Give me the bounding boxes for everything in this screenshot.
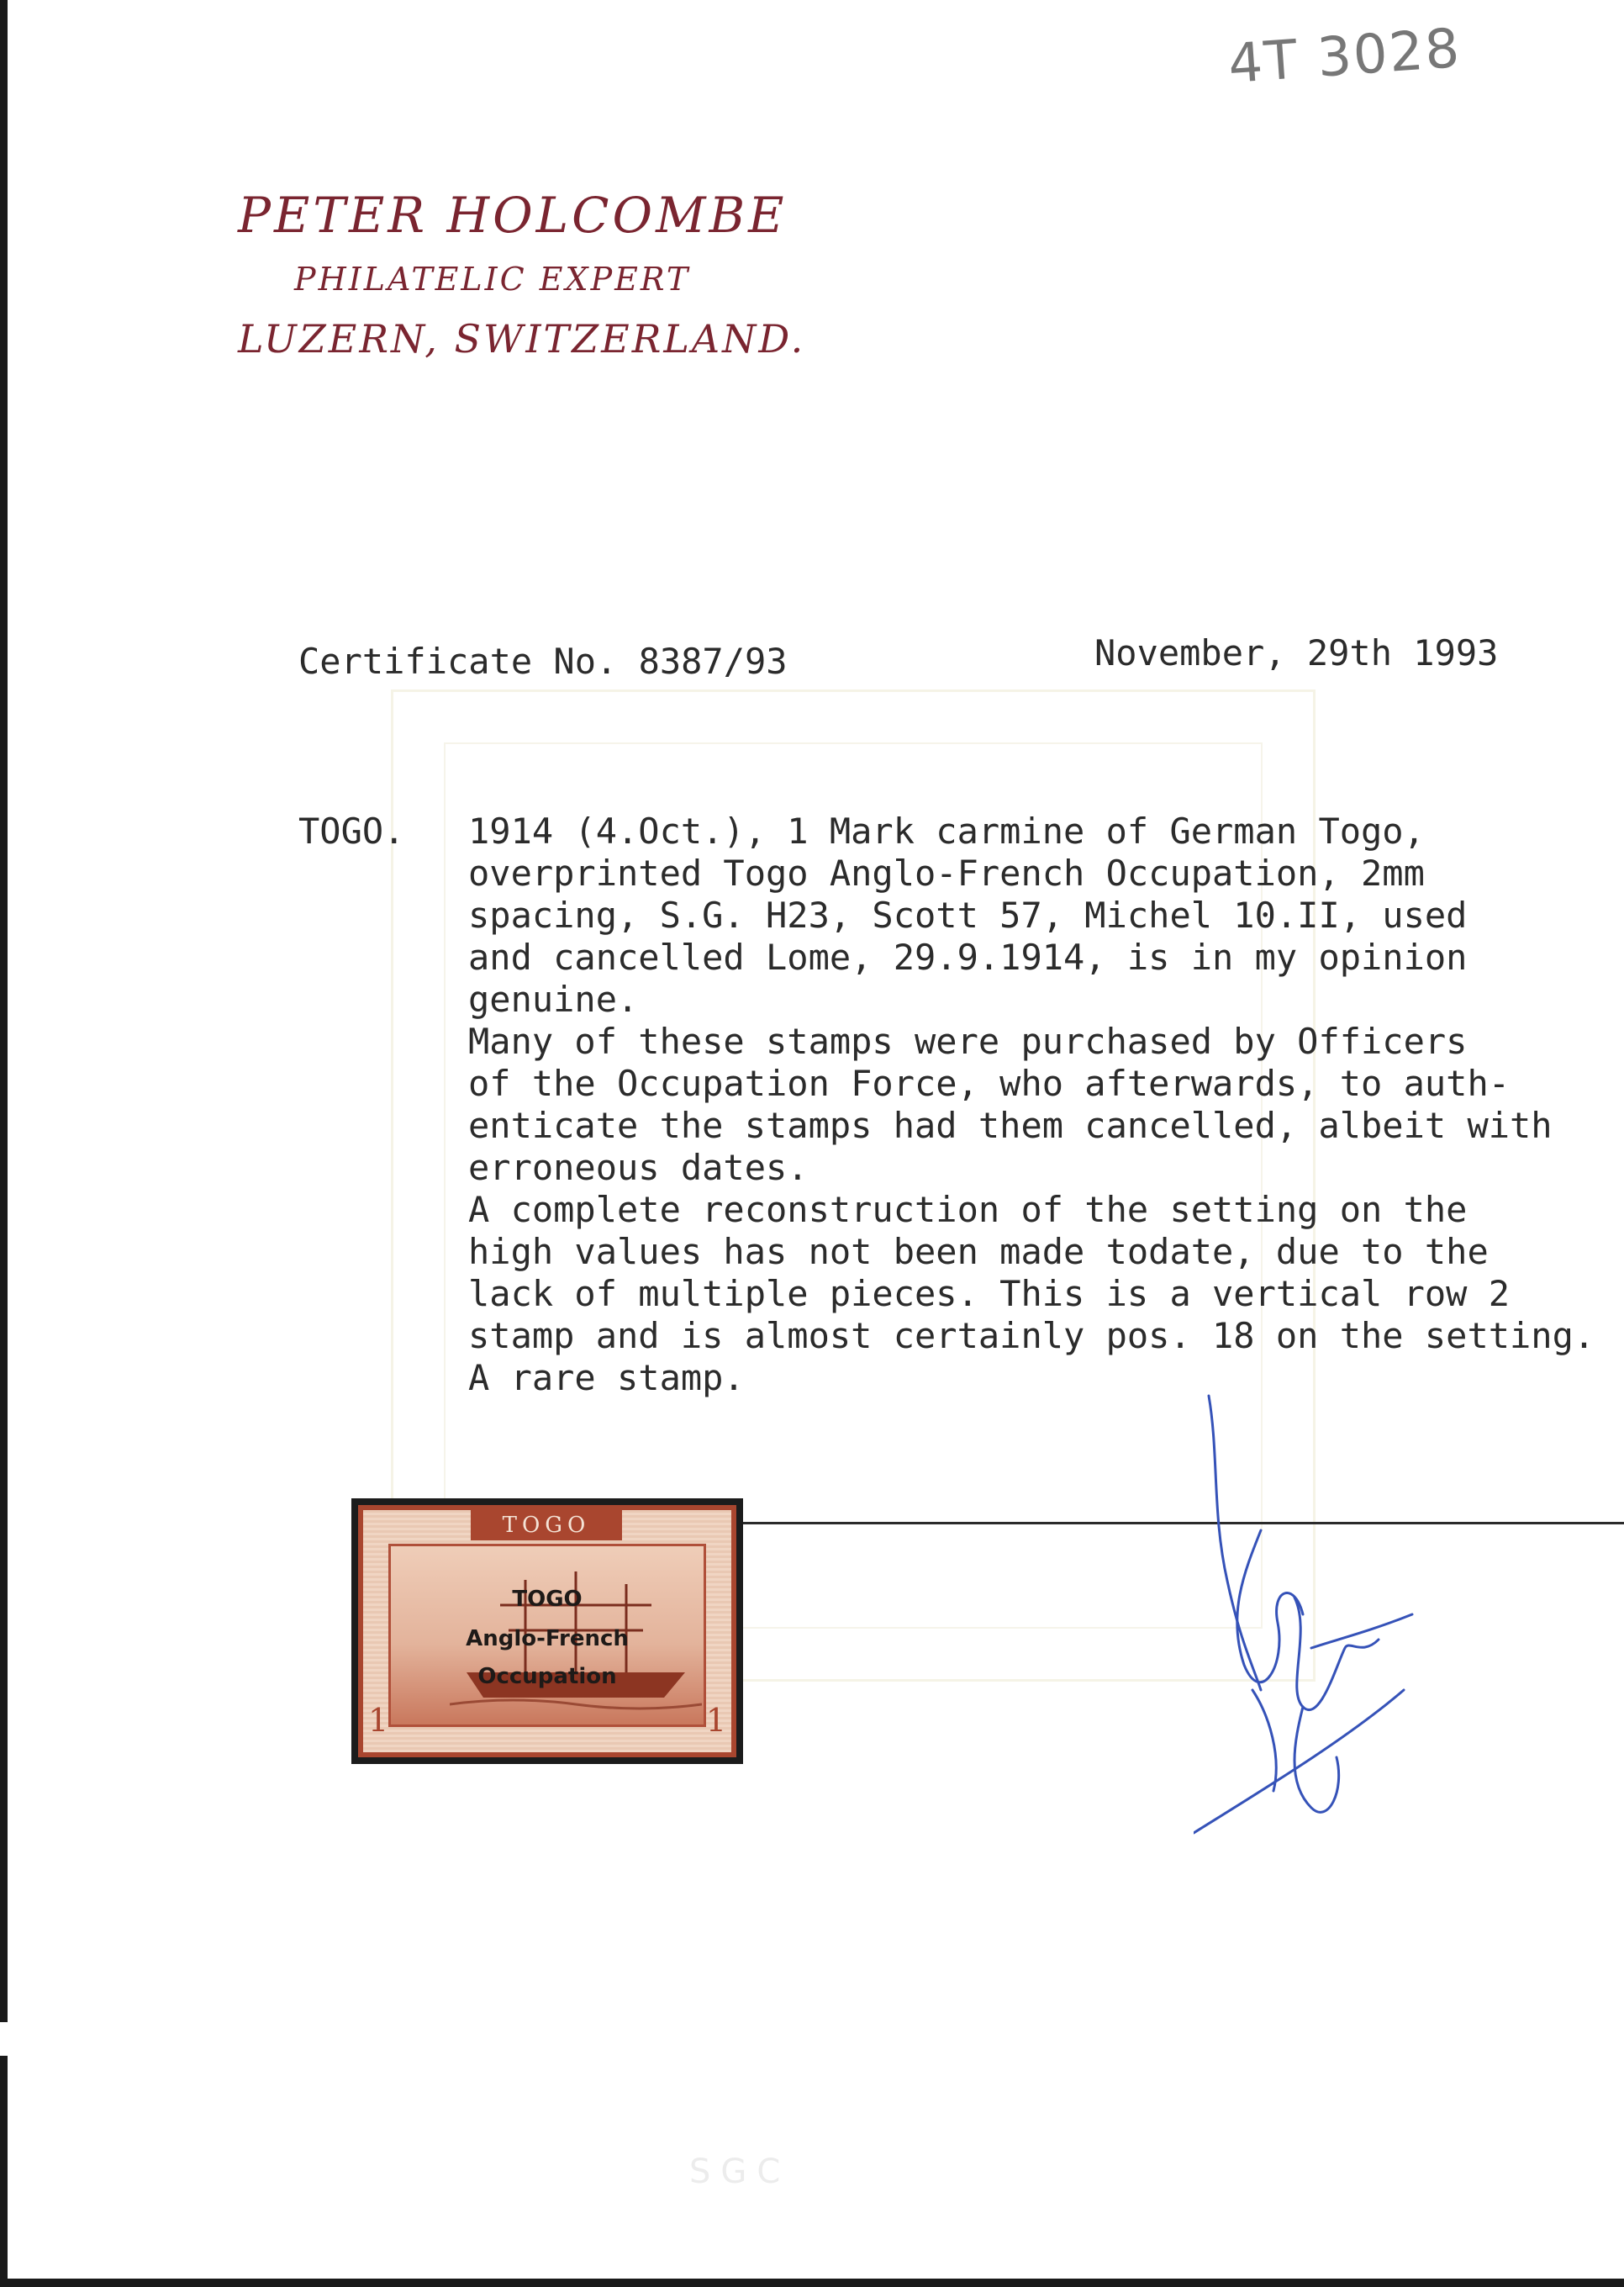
scan-edge-bottom (0, 2279, 1624, 2287)
description-line: lack of multiple pieces. This is a vertical row 2 (468, 1273, 1511, 1314)
stamp-vignette (388, 1544, 706, 1727)
stamp-value-left: 1 (368, 1702, 389, 1739)
description-line: 1914 (4.Oct.), 1 Mark carmine of German Togo, (468, 811, 1425, 852)
description-line: stamp and is almost certainly pos. 18 on the setting. (468, 1315, 1595, 1356)
overprint-line: TOGO (512, 1587, 583, 1612)
description-line: erroneous dates. (468, 1147, 809, 1188)
description-line: spacing, S.G. H23, Scott 57, Michel 10.II, used (468, 895, 1468, 936)
description-line: A rare stamp. (468, 1357, 745, 1398)
expert-title: PHILATELIC EXPERT (294, 261, 691, 298)
description-line: high values has not been made todate, due to the (468, 1231, 1489, 1272)
description-line: Many of these stamps were purchased by Officers (468, 1021, 1468, 1062)
certificate-date: November, 29th 1993 (1094, 632, 1499, 673)
expert-name: PETER HOLCOMBE (238, 187, 788, 244)
description-line: and cancelled Lome, 29.9.1914, is in my opinion (468, 937, 1468, 978)
country-label: TOGO. (298, 811, 405, 852)
overprint-line: Occupation (477, 1664, 617, 1689)
certificate-number: Certificate No. 8387/93 (298, 641, 788, 682)
description-line: enticate the stamps had them cancelled, albeit with (468, 1105, 1553, 1146)
expert-location: LUZERN, SWITZERLAND. (238, 316, 806, 362)
pencil-note: 4T 3028 (1226, 17, 1463, 97)
stamp-body (358, 1505, 736, 1757)
overprint-line: Anglo-French (466, 1626, 629, 1651)
description-line: genuine. (468, 979, 639, 1020)
stamp-image (351, 1498, 743, 1764)
signature-rule (740, 1522, 1624, 1524)
signature-icon (1194, 1387, 1446, 1875)
scan-edge-gap (0, 2022, 8, 2056)
stamp-country: TOGO (471, 1510, 622, 1540)
description-line: A complete reconstruction of the setting on the (468, 1189, 1468, 1230)
scan-edge-left (0, 0, 8, 2287)
description-line: overprinted Togo Anglo-French Occupation, 2mm (468, 853, 1425, 894)
stamp-value-right: 1 (705, 1702, 726, 1739)
faint-imprint: SGC (689, 2152, 791, 2191)
description-line: of the Occupation Force, who afterwards, to auth- (468, 1063, 1511, 1104)
